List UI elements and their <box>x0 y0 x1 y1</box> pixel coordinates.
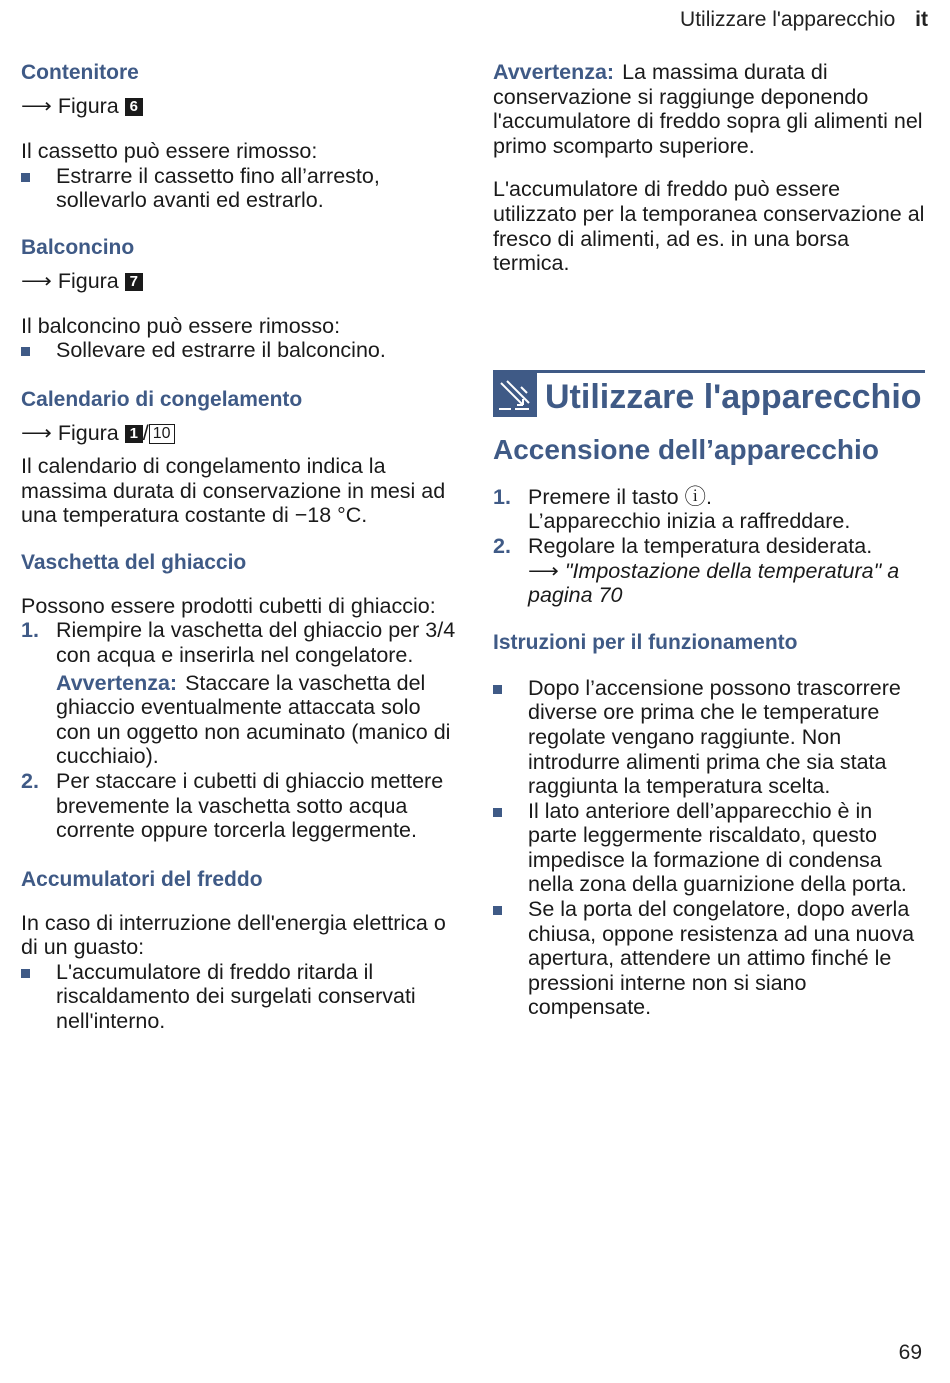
right-column <box>493 60 925 1020</box>
list-item <box>21 960 461 1034</box>
contenitore-figure-ref <box>21 94 461 119</box>
header-lang: it <box>915 8 928 31</box>
balconcino-figure-ref <box>21 269 461 294</box>
figure-separator: / <box>142 420 149 445</box>
arrow-icon: ⟶ <box>21 94 52 118</box>
bullet-icon <box>493 685 502 694</box>
accumulatori-list <box>21 960 461 1034</box>
list-item-text: Se la porta del congelatore, dopo averla chiusa, oppone resistenza ad una nuova apertura, attendere un attimo finché le pressioni interne non si siano compensate. <box>528 897 915 1020</box>
arrow-icon: ⟶ <box>21 268 52 293</box>
bullet-icon <box>493 906 502 915</box>
list-item-text: Il lato anteriore dell’apparecchio è in parte leggermente riscaldato, questo impedisce la formazione di condensa nella zona della guarnizione della porta. <box>528 798 907 897</box>
figure-number-box: 1 <box>125 425 143 443</box>
contenitore-list <box>21 164 461 213</box>
note-text: La massima durata di conservazione si raggiunge deponendo l'accumulatore di freddo sopra gli alimenti nel primo scomparto superiore. <box>493 60 923 158</box>
accumulatore-note <box>493 60 925 158</box>
balconcino-list <box>21 338 461 363</box>
step-subtext: L’apparecchio inizia a raffreddare. <box>528 509 851 534</box>
vaschetta-note <box>56 671 461 769</box>
step-item <box>493 534 925 608</box>
chapter-heading-block <box>493 370 925 418</box>
step-text: Riempire la vaschetta del ghiaccio per 3/4 con acqua e inserirla nel congelatore. <box>56 618 456 667</box>
figure-number-box: 7 <box>125 273 143 291</box>
list-item <box>21 164 461 213</box>
balconcino-intro: Il balconcino può essere rimosso: <box>21 313 341 338</box>
step-text: Regolare la temperatura desiderata. <box>528 533 873 558</box>
vaschetta-steps <box>21 618 461 842</box>
bullet-icon <box>21 969 30 978</box>
appliance-use-icon <box>493 373 537 417</box>
contenitore-heading: Contenitore <box>21 61 139 84</box>
calendario-heading: Calendario di congelamento <box>21 387 303 411</box>
step-text: Per staccare i cubetti di ghiaccio mettere brevemente la vaschetta sotto acqua corrente oppure torcerla leggermente. <box>56 768 444 843</box>
arrow-icon: ⟶ <box>21 420 52 445</box>
bullet-icon <box>493 808 502 817</box>
calendario-figure-ref <box>21 421 461 446</box>
step-number: 1. <box>21 618 39 643</box>
contenitore-intro: Il cassetto può essere rimosso: <box>21 139 318 163</box>
calendario-text: Il calendario di congelamento indica la massima durata di conservazione in mesi ad una temperatura costante di −18 °C. <box>21 453 446 528</box>
list-item <box>493 897 925 1020</box>
step-number: 1. <box>493 484 511 509</box>
note-label: Avvertenza: <box>493 60 615 84</box>
section-title: Accensione dell’apparecchio <box>493 433 879 465</box>
left-column <box>21 60 461 1034</box>
figure-number-box: 6 <box>125 98 143 116</box>
arrow-icon: ⟶ <box>528 558 559 583</box>
vaschetta-heading: Vaschetta del ghiaccio <box>21 550 247 574</box>
step-item <box>21 618 461 769</box>
balconcino-heading: Balconcino <box>21 235 135 259</box>
istruzioni-list <box>493 676 925 1020</box>
list-item-text: Sollevare ed estrarre il balconcino. <box>56 338 386 363</box>
list-item-text: Estrarre il cassetto fino all’arresto, sollevarlo avanti ed estrarlo. <box>56 163 380 213</box>
accensione-steps <box>493 485 925 608</box>
page-number: 69 <box>898 1341 922 1364</box>
note-label: Avvertenza: <box>56 670 178 695</box>
accumulatori-heading: Accumulatori del freddo <box>21 867 263 891</box>
list-item-text: Dopo l’accensione possono trascorrere diverse ore prima che le temperature regolate vengano raggiunte. Non introdurre alimenti prima che sia stata raggiunta la temperatura scelta. <box>528 675 901 799</box>
figure-number-outline-box: 10 <box>149 424 175 444</box>
chapter-title: Utilizzare l'apparecchio <box>545 377 922 416</box>
accumulatore-paragraph: L'accumulatore di freddo può essere utilizzato per la temporanea conservazione al fresco di alimenti, ad es. in una borsa termica. <box>493 177 925 276</box>
istruzioni-heading: Istruzioni per il funzionamento <box>493 630 798 654</box>
step-text: Premere il tasto ⓘ. <box>528 484 712 509</box>
figure-label: Figura <box>57 420 119 445</box>
accumulatori-intro: In caso di interruzione dell'energia elettrica o di un guasto: <box>21 910 446 960</box>
list-item <box>493 676 925 799</box>
bullet-icon <box>21 347 30 356</box>
header-section: Utilizzare l'apparecchio <box>680 8 896 31</box>
step-item <box>493 485 925 534</box>
step-number: 2. <box>493 533 511 558</box>
figure-label: Figura <box>57 268 119 293</box>
figure-label: Figura <box>57 94 119 118</box>
vaschetta-intro: Possono essere prodotti cubetti di ghiaccio: <box>21 593 436 618</box>
page-header <box>680 8 928 32</box>
step-number: 2. <box>21 768 39 793</box>
page-reference-link[interactable]: "Impostazione della temperatura" a pagina 70 <box>528 558 900 608</box>
list-item <box>21 338 461 363</box>
bullet-icon <box>21 173 30 182</box>
step-item <box>21 769 461 843</box>
list-item-text: L'accumulatore di freddo ritarda il riscaldamento dei surgelati conservati nell'interno. <box>56 959 416 1034</box>
list-item <box>493 799 925 897</box>
note-text: Staccare la vaschetta del ghiaccio eventualmente attaccata solo con un oggetto non acuminato (manico di cucchiaio). <box>56 670 451 769</box>
